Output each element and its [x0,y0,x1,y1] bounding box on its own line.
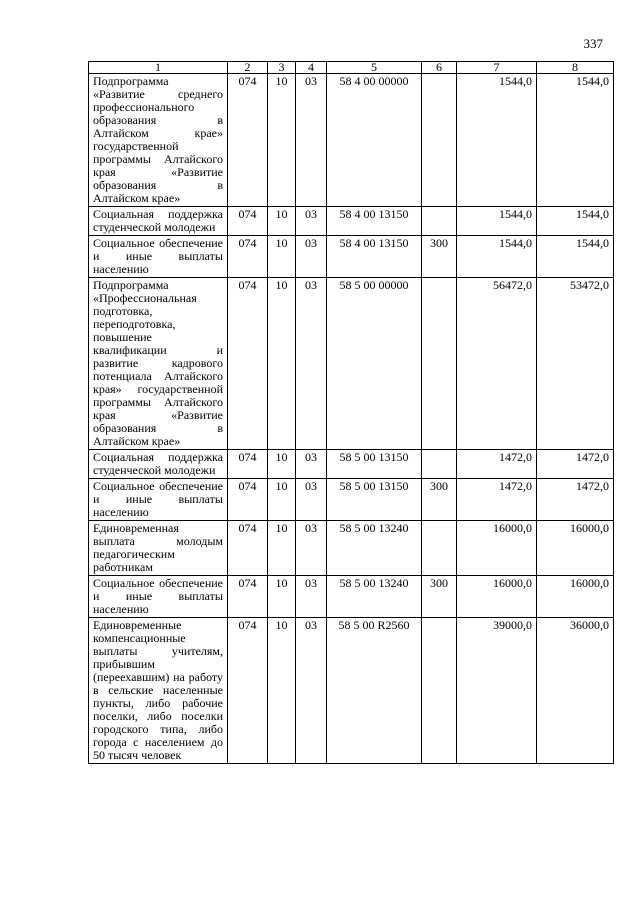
cell-amount-1: 1544,0 [457,74,537,207]
cell-target-code: 58 5 00 R2560 [327,618,422,764]
column-header: 3 [268,62,296,74]
cell-amount-2: 1544,0 [537,74,614,207]
cell-admin-code: 074 [228,74,268,207]
cell-subsection: 03 [296,618,327,764]
table-row [89,278,614,450]
row-name: Социальная поддержка студенческой молодежи [89,450,228,479]
page-number: 337 [583,36,603,51]
column-header: 2 [228,62,268,74]
cell-subsection: 03 [296,74,327,207]
cell-subsection: 03 [296,479,327,521]
table-row [89,618,614,764]
cell-section: 10 [268,450,296,479]
row-name: Социальная поддержка студенческой молодежи [89,207,228,236]
cell-section: 10 [268,278,296,450]
budget-table [88,61,614,764]
cell-admin-code: 074 [228,450,268,479]
column-header: 8 [537,62,614,74]
cell-admin-code: 074 [228,236,268,278]
cell-target-code: 58 4 00 00000 [327,74,422,207]
cell-expense-type: 300 [422,576,457,618]
table-row [89,236,614,278]
cell-subsection: 03 [296,278,327,450]
cell-section: 10 [268,479,296,521]
cell-amount-1: 56472,0 [457,278,537,450]
cell-amount-1: 1544,0 [457,207,537,236]
row-name: Единовременная выплата молодым педагогическим работникам [89,521,228,576]
cell-expense-type [422,278,457,450]
cell-subsection: 03 [296,576,327,618]
cell-admin-code: 074 [228,618,268,764]
cell-target-code: 58 5 00 00000 [327,278,422,450]
row-name: Социальное обеспечение и иные выплаты населению [89,236,228,278]
cell-target-code: 58 4 00 13150 [327,207,422,236]
cell-amount-1: 39000,0 [457,618,537,764]
cell-subsection: 03 [296,450,327,479]
column-header: 7 [457,62,537,74]
cell-expense-type [422,207,457,236]
cell-amount-2: 1544,0 [537,207,614,236]
cell-amount-2: 1544,0 [537,236,614,278]
cell-subsection: 03 [296,236,327,278]
column-header: 1 [89,62,228,74]
cell-subsection: 03 [296,521,327,576]
row-name: Подпрограмма «Развитие среднего профессионального образования в Алтайском крае» государственной программы Алтайского края «Развитие образования в Алтайском крае» [89,74,228,207]
cell-target-code: 58 4 00 13150 [327,236,422,278]
table-row [89,576,614,618]
cell-expense-type [422,450,457,479]
table-row [89,521,614,576]
column-header: 6 [422,62,457,74]
cell-admin-code: 074 [228,479,268,521]
cell-expense-type: 300 [422,479,457,521]
cell-section: 10 [268,618,296,764]
cell-target-code: 58 5 00 13240 [327,521,422,576]
cell-expense-type: 300 [422,236,457,278]
cell-subsection: 03 [296,207,327,236]
cell-amount-2: 16000,0 [537,521,614,576]
cell-expense-type [422,74,457,207]
table-header-row [89,62,614,74]
cell-target-code: 58 5 00 13150 [327,479,422,521]
cell-admin-code: 074 [228,207,268,236]
cell-section: 10 [268,576,296,618]
column-header: 5 [327,62,422,74]
cell-section: 10 [268,74,296,207]
cell-admin-code: 074 [228,278,268,450]
cell-amount-2: 1472,0 [537,479,614,521]
cell-amount-2: 16000,0 [537,576,614,618]
cell-amount-1: 1472,0 [457,479,537,521]
row-name: Подпрограмма «Профессиональная подготовка, переподготовка, повышение квалификации и развитие кадрового потенциала Алтайского края» государственной программы Алтайского края «Развитие образования в Алтайском крае» [89,278,228,450]
cell-admin-code: 074 [228,521,268,576]
cell-expense-type [422,521,457,576]
cell-amount-1: 1472,0 [457,450,537,479]
cell-amount-2: 36000,0 [537,618,614,764]
cell-section: 10 [268,207,296,236]
cell-section: 10 [268,521,296,576]
table-row [89,207,614,236]
cell-amount-2: 1472,0 [537,450,614,479]
column-header: 4 [296,62,327,74]
cell-amount-2: 53472,0 [537,278,614,450]
cell-amount-1: 16000,0 [457,576,537,618]
cell-amount-1: 1544,0 [457,236,537,278]
cell-section: 10 [268,236,296,278]
row-name: Социальное обеспечение и иные выплаты населению [89,576,228,618]
cell-target-code: 58 5 00 13150 [327,450,422,479]
cell-target-code: 58 5 00 13240 [327,576,422,618]
row-name: Социальное обеспечение и иные выплаты населению [89,479,228,521]
cell-amount-1: 16000,0 [457,521,537,576]
table-row [89,450,614,479]
table-row [89,74,614,207]
cell-expense-type [422,618,457,764]
cell-admin-code: 074 [228,576,268,618]
table-row [89,479,614,521]
row-name: Единовременные компенсационные выплаты учителям, прибывшим (переехавшим) на работу в сельские населенные пункты, либо рабочие поселки, либо поселки городского типа, либо города с населением до 50 тысяч человек [89,618,228,764]
